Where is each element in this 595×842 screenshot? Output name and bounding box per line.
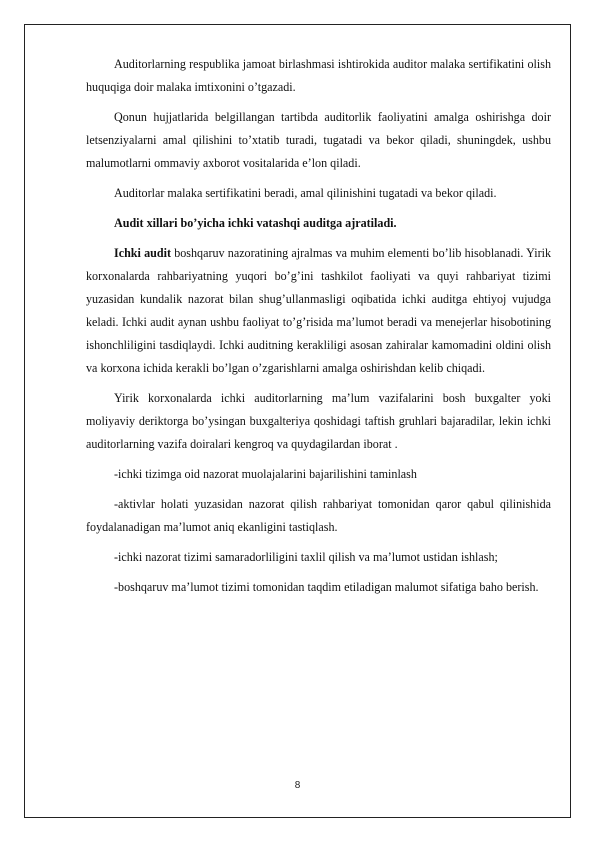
paragraph-license: Qonun hujjatlarida belgillangan tartibda auditorlik faoliyatini amalga oshirishga doir letsenziyalarni amal qilishini to’xtatib turadi, tugatadi va bekor qiladi, shuningdek, ushbu malumotlarni ommaviy axborot vositalarida e’lon qiladi. bbox=[86, 110, 551, 170]
document-body bbox=[86, 53, 551, 606]
page-number: 8 bbox=[294, 780, 301, 791]
paragraph-large-enterprises: Yirik korxonalarda ichki auditorlarning ma’lum vazifalarini bosh buxgalter yoki moliyaviy deriktorga bo’ysingan buxgalteriya qoshidagi taftish gruhlari bajaradilar, lekin ichki auditorlarning vazifa doiralari kengroq va quydagilardan iborat . bbox=[86, 391, 551, 451]
paragraph-certificate: Auditorlar malaka sertifikatini beradi, amal qilinishini tugatadi va bekor qiladi. bbox=[114, 186, 497, 200]
list-item: -ichki nazorat tizimi samaradorliligini taxlil qilish va ma’lumot ustidan ishlash; bbox=[114, 550, 498, 564]
list-item: -aktivlar holati yuzasidan nazorat qilish rahbariyat tomonidan qaror qabul qilinishida foydalanadigan ma’lumot aniq ekanligini tastiqlash. bbox=[86, 497, 551, 534]
paragraph-exam: Auditorlarning respublika jamoat birlashmasi ishtirokida auditor malaka sertifikatini olish huquqiga doir malaka imtixonini o’tgazadi. bbox=[86, 57, 551, 94]
paragraph-internal-audit-text: boshqaruv nazoratining ajralmas va muhim elementi bo’lib hisoblanadi. Yirik korxonalarda rahbariyatning yuqori bo’g’ini tashkilot faoliyati va quyi rahbariyat tizimi yuzasidan kundalik nazorat bilan shug’ullanmasligi oqibatida ichki auditga ehtiyoj vujudga keladi. Ichki audit aynan ushbu faoliyat to’g’risida ma’lumot beradi va menejerlar hisobotining ishonchliligini tasdiqlaydi. Ichki auditning kerakliligi asosan zahiralar kamomadini oldini olish va korxona ichida kerakli bo’lgan o’zgarishlarni amalga oshirishdan kelib chiqadi. bbox=[86, 246, 552, 375]
term-internal-audit: Ichki audit bbox=[114, 246, 171, 260]
list-item: -ichki tizimga oid nazorat muolajalarini bajarilishini taminlash bbox=[114, 467, 417, 481]
list-item: -boshqaruv ma’lumot tizimi tomonidan taqdim etiladigan malumot sifatiga baho berish. bbox=[114, 580, 539, 594]
paragraph-internal-audit bbox=[86, 242, 551, 380]
section-heading: Audit xillari bo’yicha ichki vatashqi auditga ajratiladi. bbox=[114, 216, 397, 230]
